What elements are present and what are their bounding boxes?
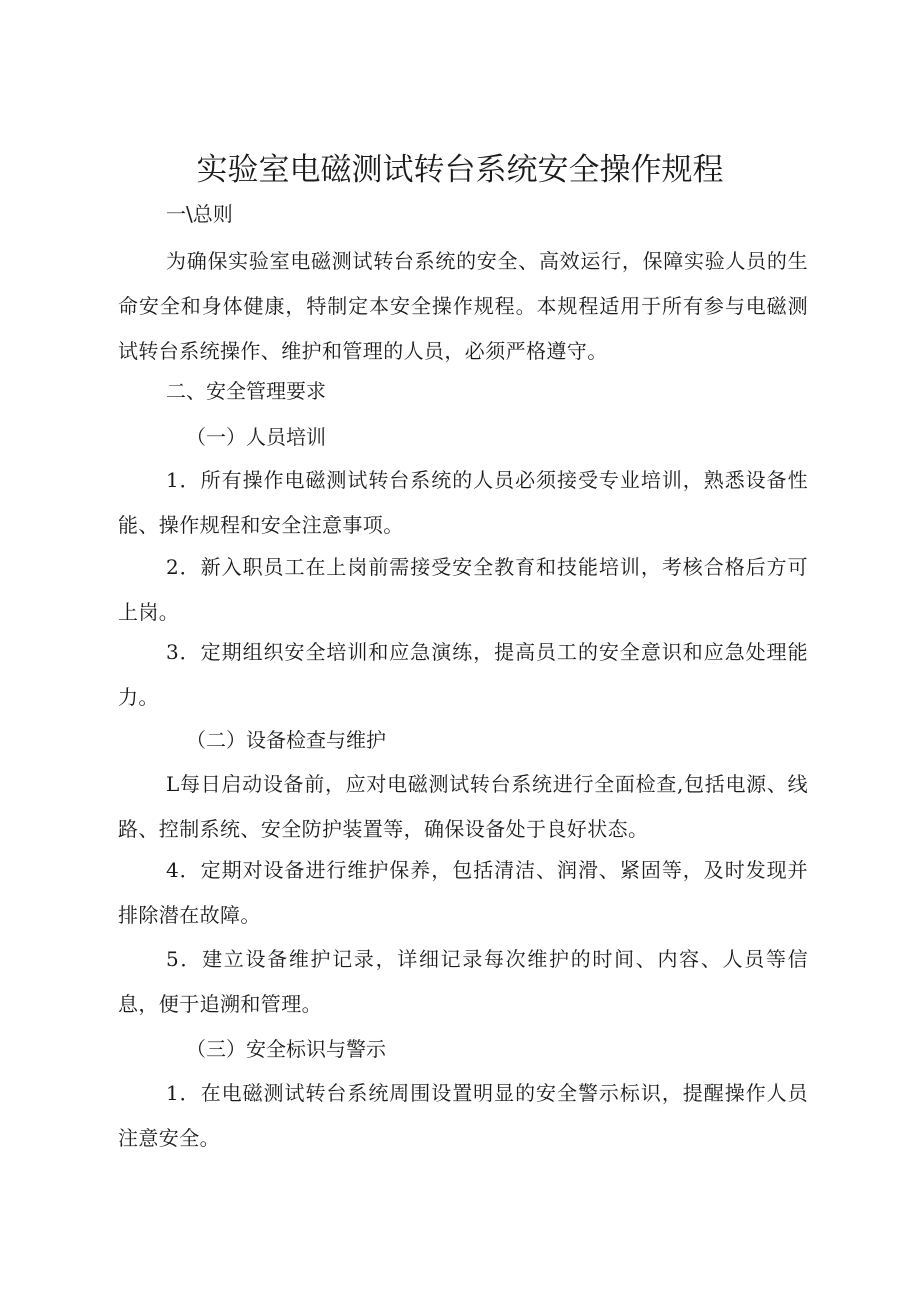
section-heading-general: 一\总则 — [166, 202, 233, 226]
training-item: 3．定期组织安全培训和应急演练，提高员工的安全意识和应急处理能力。 — [118, 640, 808, 709]
section-heading-safety-management: 二、安全管理要求 — [166, 379, 326, 403]
section-general-paragraph: 为确保实验室电磁测试转台系统的安全、高效运行，保障实验人员的生命安全和身体健康，特制定本安全操作规程。本规程适用于所有参与电磁测试转台系统操作、维护和管理的人员，必须严格遵守。 — [118, 249, 808, 363]
equipment-item: 4．定期对设备进行维护保养，包括清洁、润滑、紧固等，及时发现并排除潜在故障。 — [118, 858, 808, 927]
subsection-heading-equipment: （二）设备检查与维护 — [186, 728, 386, 752]
equipment-item: L每日启动设备前，应对电磁测试转台系统进行全面检查,包括电源、线路、控制系统、安全防护装置等，确保设备处于良好状态。 — [118, 772, 808, 841]
subsection-heading-training: （一）人员培训 — [186, 425, 326, 449]
equipment-item: 5．建立设备维护记录，详细记录每次维护的时间、内容、人员等信息，便于追溯和管理。 — [118, 947, 808, 1016]
document-title: 实验室电磁测试转台系统安全操作规程 — [196, 152, 724, 188]
subsection-heading-signage: （三）安全标识与警示 — [186, 1037, 386, 1061]
signage-item: 1．在电磁测试转台系统周围设置明显的安全警示标识，提醒操作人员注意安全。 — [118, 1081, 808, 1150]
training-item: 2．新入职员工在上岗前需接受安全教育和技能培训，考核合格后方可上岗。 — [118, 555, 808, 624]
training-item: 1．所有操作电磁测试转台系统的人员必须接受专业培训，熟悉设备性能、操作规程和安全注意事项。 — [118, 468, 808, 537]
